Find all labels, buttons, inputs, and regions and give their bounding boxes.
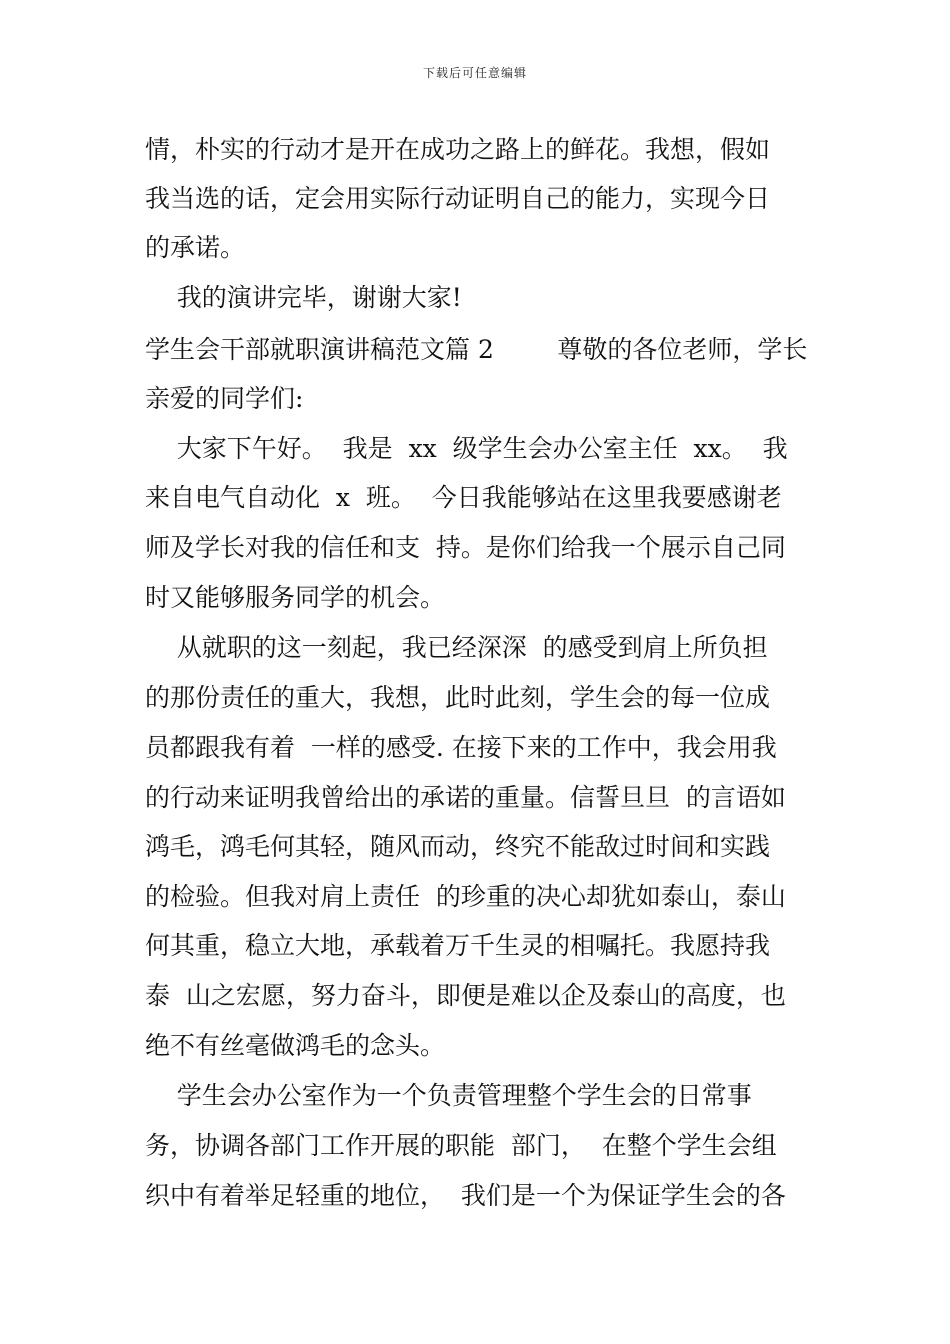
text-line: 泰 山之宏愿，努力奋斗，即便是难以企及泰山的高度，也 [145,981,786,1010]
text-line: 的那份责任的重大，我想，此时此刻，学生会的每一位成 [145,683,771,712]
text-line: 务，协调各部门工作开展的职能 部门， 在整个学生会组 [145,1131,777,1160]
text-line: 从就职的这一刻起，我已经深深 的感受到肩上所负担 [145,633,768,662]
text-line: 亲爱的同学们: [145,384,304,413]
text-line: 员都跟我有着 一样的感受. 在接下来的工作中，我会用我 [145,733,777,762]
text-line: 时又能够服务同学的机会。 [145,583,446,612]
text-line: 绝不有丝毫做鸿毛的念头。 [145,1031,446,1060]
text-line: 情，朴实的行动才是开在成功之路上的鲜花。我想，假如 [145,135,771,164]
text-line: 织中有着举足轻重的地位， 我们是一个为保证学生会的各 [145,1181,786,1210]
text-line: 学生会干部就职演讲稿范文篇 2 尊敬的各位老师，学长 [145,335,808,364]
text-line: 我当选的话，定会用实际行动证明自己的能力，实现今日 [145,184,771,213]
text-line: 我的演讲完毕，谢谢大家! [145,283,462,312]
text-line: 鸿毛，鸿毛何其轻，随风而动，终究不能敌过时间和实践 [145,832,771,861]
page-header: 下载后可任意编辑 [422,66,527,80]
text-line: 的行动来证明我曾给出的承诺的重量。信誓旦旦 的言语如 [145,783,786,812]
text-line: 何其重，稳立大地，承载着万千生灵的相嘱托。我愿持我 [145,931,771,960]
text-line: 学生会办公室作为一个负责管理整个学生会的日常事 [145,1081,752,1110]
text-line: 来自电气自动化 x 班。 今日我能够站在这里我要感谢老 [145,483,782,512]
text-line: 的检验。但我对肩上责任 的珍重的决心却犹如泰山，泰山 [145,882,786,911]
text-line: 师及学长对我的信任和支 持。是你们给我一个展示自己同 [145,533,786,562]
text-line: 大家下午好。 我是 xx 级学生会办公室主任 xx。 我 [145,434,788,463]
text-line: 的承诺。 [145,233,246,262]
